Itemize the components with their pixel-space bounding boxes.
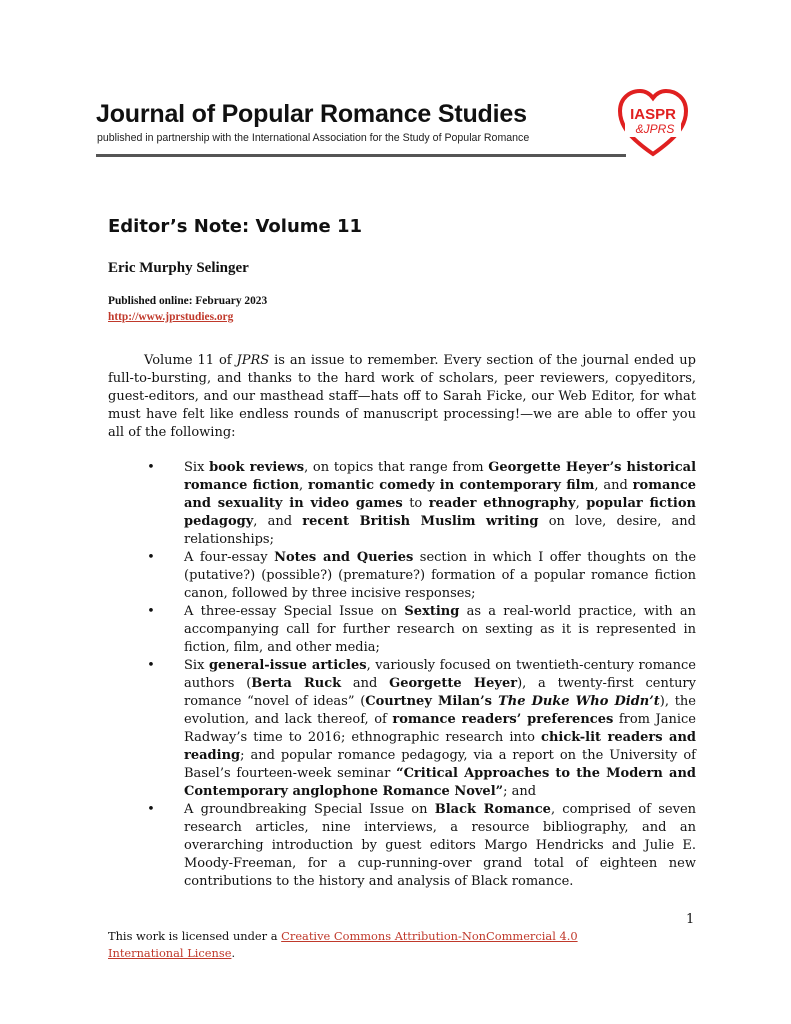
intro-paragraph: Volume 11 of JPRS is an issue to remember. Every section of the journal ended up full-to-bursting, and thanks to the hard work of scholars, peer reviewers, copyeditors, guest-editors, and our masthead staff—hats off to Sarah Ficke, our Web Editor, for what must have felt like endless rounds of manuscript processing!—we are able to offer you all of the following: [108, 353, 696, 440]
journal-abbreviation: JPRS [236, 353, 270, 368]
bullet-icon: • [147, 550, 155, 565]
license-link[interactable]: Creative Commons Attribution-NonCommercial 4.0 International License [108, 929, 578, 960]
bullet-icon: • [147, 802, 155, 817]
bullet-icon: • [147, 460, 155, 475]
list-item-book-reviews: • Six book reviews, on topics that range from Georgette Heyer’s historical romance fiction, romantic comedy in contemporary film, and romance and sexuality in video games to reader ethnography, popular fiction pedagogy, and recent British Muslim writing on love, desire, and relationships; [145, 459, 696, 549]
list-item-notes-and-queries: • A four-essay Notes and Queries section in which I offer thoughts on the (putative?) (possible?) (premature?) formation of a popular romance fiction canon, followed by three incisive responses; [145, 549, 696, 603]
journal-url-link[interactable]: http://www.jprstudies.org [108, 311, 234, 323]
bullet-icon: • [147, 604, 155, 619]
journal-title: Journal of Popular Romance Studies [96, 100, 527, 128]
journal-header [96, 100, 706, 160]
article-author: Eric Murphy Selinger [108, 260, 249, 276]
publication-date: Published online: February 2023 [108, 295, 268, 307]
list-item-sexting: • A three-essay Special Issue on Sexting as a real-world practice, with an accompanying call for further research on sexting as it is represented in fiction, film, and other media; [145, 603, 696, 657]
contents-list [145, 459, 696, 891]
iaspr-logo [618, 88, 688, 158]
header-rule [96, 154, 626, 157]
list-item-general-articles: • Six general-issue articles, variously focused on twentieth-century romance authors (Berta Ruck and Georgette Heyer), a twenty-first century romance “novel of ideas” (Courtney Milan’s The Duke Who Didn’t), the evolution, and lack thereof, of romance readers’ preferences from Janice Radway’s time to 2016; ethnographic research into chick-lit readers and reading; and popular romance pedagogy, via a report on the University of Basel’s fourteen-week seminar “Critical Approaches to the Modern and Contemporary anglophone Romance Novel”; and [145, 657, 696, 801]
article-title: Editor’s Note: Volume 11 [108, 216, 363, 237]
journal-subtitle: published in partnership with the International Association for the Study of Popular Romance [97, 132, 530, 144]
page-number: 1 [686, 912, 695, 927]
logo-line2: &JPRS [635, 122, 675, 136]
list-item-black-romance: • A groundbreaking Special Issue on Black Romance, comprised of seven research articles, nine interviews, a resource bibliography, and an overarching introduction by guest editors Margo Hendricks and Julie E. Moody-Freeman, for a cup-running-over grand total of eighteen new contributions to the history and analysis of Black romance. [145, 801, 696, 891]
bullet-icon: • [147, 658, 155, 673]
logo-line1: IASPR [630, 106, 676, 123]
license-notice: This work is licensed under a Creative Commons Attribution-NonCommercial 4.0 International License. [108, 929, 578, 960]
